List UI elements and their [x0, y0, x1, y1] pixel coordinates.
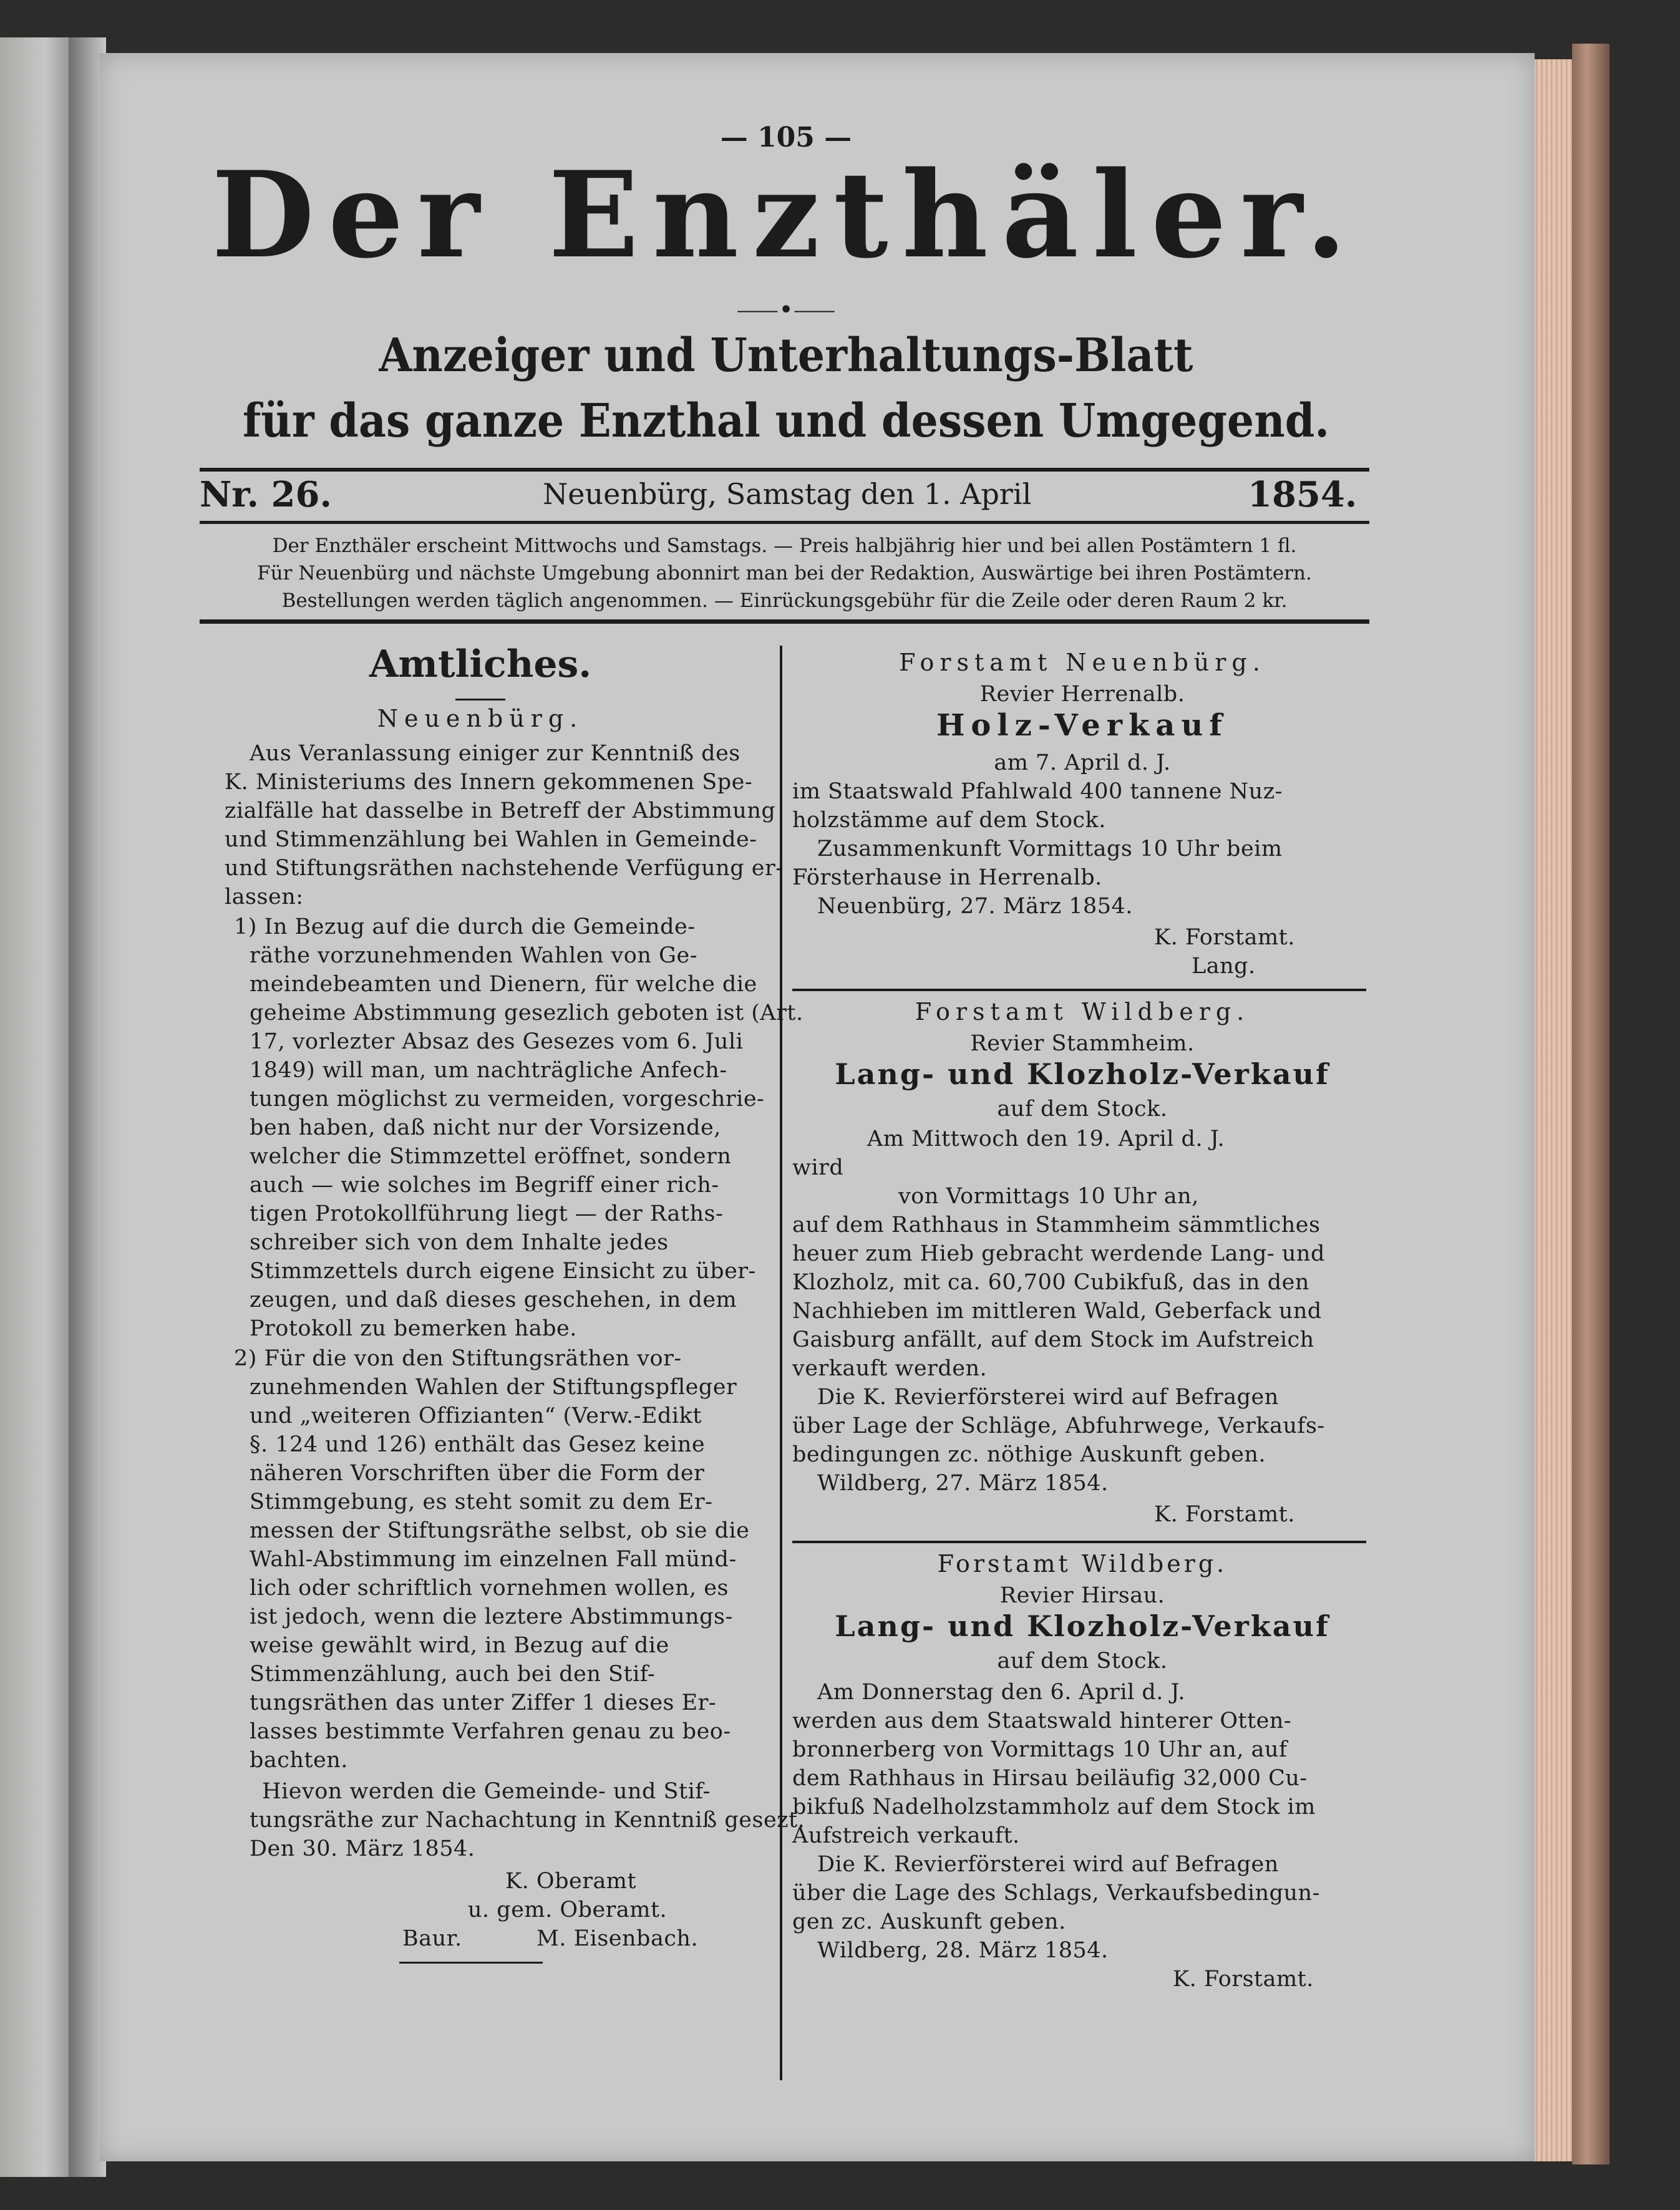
left-text-line: Stimmenzählung, auch bei den Stif- [250, 1662, 656, 1687]
ad3-text-line: Die K. Revierförsterei wird auf Befragen [817, 1852, 1279, 1877]
masthead-subtitle-2: für das ganze Enzthal und dessen Umgegend. [242, 394, 1330, 448]
ad1-text-line: im Staatswald Pfahlwald 400 tannene Nuz- [792, 779, 1283, 804]
ad1-signature: K. Forstamt. [1154, 925, 1295, 950]
subscription-line-3: Bestellungen werden täglich angenommen. — Einrückungsgebühr für die Zeile oder deren Raum 2 kr. [281, 589, 1288, 612]
ad3-district: Revier Hirsau. [999, 1583, 1165, 1608]
ad3-signature: K. Forstamt. [1173, 1967, 1314, 1992]
signature-eisenbach: M. Eisenbach. [537, 1926, 699, 1951]
left-text-line: und „weiteren Offizianten“ (Verw.-Edikt [250, 1403, 702, 1428]
section-heading-amtliches: Amtliches. [369, 642, 592, 686]
ad1-office: Forstamt Neuenbürg. [899, 649, 1266, 676]
issue-rule-bottom [200, 521, 1369, 524]
ad1-text-line: Neuenbürg, 27. März 1854. [817, 894, 1133, 919]
left-text-line: ist jedoch, wenn die leztere Abstimmungs- [250, 1604, 733, 1629]
left-text-line: 1849) will man, um nachträgliche Anfech- [250, 1058, 727, 1083]
ad1-text-line: holzstämme auf dem Stock. [792, 808, 1106, 833]
left-text-line: K. Ministeriums des Innern gekommenen Spe- [225, 770, 753, 795]
ad3-text-line: bikfuß Nadelholzstammholz auf dem Stock im [792, 1795, 1316, 1820]
ad3-text-line: gen zc. Auskunft geben. [792, 1909, 1066, 1934]
signature-oberamt: K. Oberamt [505, 1869, 637, 1894]
left-text-line: zunehmenden Wahlen der Stiftungspfleger [250, 1375, 737, 1400]
signature-gem-oberamt: u. gem. Oberamt. [468, 1897, 668, 1922]
ad3-text-line: bronnerberg von Vormittags 10 Uhr an, auf [792, 1737, 1288, 1762]
ad2-text-line: Gaisburg anfällt, auf dem Stock im Aufstreich [792, 1327, 1314, 1352]
left-text-line: bachten. [250, 1748, 348, 1773]
ad2-sub: auf dem Stock. [997, 1097, 1168, 1122]
issue-year: 1854. [1248, 474, 1357, 515]
ad-separator [792, 1541, 1366, 1543]
left-text-line: räthe vorzunehmenden Wahlen von Ge- [250, 943, 698, 968]
left-text-line: und Stimmenzählung bei Wahlen in Gemeinde- [225, 827, 757, 852]
left-text-line: lich oder schriftlich vornehmen wollen, es [250, 1576, 729, 1601]
left-text-line: zeugen, und daß dieses geschehen, in dem [250, 1287, 737, 1312]
left-text-line: ben haben, daß nicht nur der Vorsizende, [250, 1115, 721, 1140]
ad1-text-line: Zusammenkunft Vormittags 10 Uhr beim [817, 836, 1283, 861]
left-text-line: und Stiftungsräthen nachstehende Verfügung er- [225, 856, 784, 881]
ad3-text-line: Am Donnerstag den 6. April d. J. [817, 1680, 1185, 1705]
issue-rule-top [200, 468, 1369, 472]
ad3-text-line: dem Rathhaus in Hirsau beiläufig 32,000 Cu- [792, 1766, 1308, 1791]
ad3-text-line: Wildberg, 28. März 1854. [817, 1938, 1109, 1963]
masthead-title: Der Enzthäler. [211, 145, 1361, 284]
left-text-line: weise gewählt wird, in Bezug auf die [250, 1633, 669, 1658]
ad2-text-line: Am Mittwoch den 19. April d. J. [867, 1127, 1225, 1151]
facing-page-edge [0, 37, 75, 2177]
left-text-line: tungsräthen das unter Ziffer 1 dieses Er- [250, 1690, 717, 1715]
left-text-line: tungsräthe zur Nachachtung in Kenntniß gesezt. [250, 1808, 805, 1833]
ad2-text-line: auf dem Rathhaus in Stammheim sämmtliches [792, 1213, 1321, 1238]
ad2-text-line: bedingungen zc. nöthige Auskunft geben. [792, 1442, 1266, 1467]
ad1-signature-name: Lang. [1192, 954, 1256, 979]
left-text-line: 1) In Bezug auf die durch die Gemeinde- [234, 914, 696, 939]
left-text-line: 17, vorlezter Absaz des Gesezes vom 6. Juli [250, 1029, 744, 1054]
ad2-text-line: verkauft werden. [792, 1356, 988, 1381]
masthead-ornament: ⸺•⸺ [736, 296, 836, 324]
left-text-line: Stimmzettels durch eigene Einsicht zu über- [250, 1259, 756, 1284]
ad1-date: am 7. April d. J. [994, 750, 1171, 775]
left-text-line: Protokoll zu bemerken habe. [250, 1316, 577, 1341]
left-text-line: Den 30. März 1854. [250, 1836, 475, 1861]
subscription-line-2: Für Neuenbürg und nächste Umgebung abonnirt man bei der Redaktion, Auswärtige bei ihren Postämtern. [257, 562, 1312, 584]
left-text-line: näheren Vorschriften über die Form der [250, 1461, 705, 1486]
left-text-line: zialfälle hat dasselbe in Betreff der Abstimmung [225, 798, 776, 823]
left-text-line: schreiber sich von dem Inhalte jedes [250, 1230, 669, 1255]
left-text-line: lassen: [225, 884, 304, 909]
left-text-line: messen der Stiftungsräthe selbst, ob sie die [250, 1518, 750, 1543]
ad2-text-line: von Vormittags 10 Uhr an, [898, 1184, 1199, 1209]
ad2-text-line: Nachhieben im mittleren Wald, Geberfack und [792, 1299, 1322, 1324]
left-text-line: auch — wie solches im Begriff einer rich- [250, 1173, 719, 1198]
ad1-district: Revier Herrenalb. [979, 682, 1185, 707]
left-text-line: welcher die Stimmzettel eröffnet, sondern [250, 1144, 732, 1169]
dateline-neuenbuerg: Neuenbürg. [377, 705, 584, 732]
left-text-line: §. 124 und 126) enthält das Gesez keine [250, 1432, 706, 1457]
ad1-text-line: Försterhause in Herrenalb. [792, 865, 1102, 890]
ad2-text-line: Die K. Revierförsterei wird auf Befragen [817, 1385, 1279, 1410]
ad1-title: Holz-Verkauf [936, 708, 1228, 743]
book-cover-edge [1572, 44, 1610, 2164]
signature-baur: Baur. [402, 1926, 462, 1951]
left-text-line: meindebeamten und Dienern, für welche die [250, 972, 757, 997]
left-text-line: Hievon werden die Gemeinde- und Stif- [262, 1779, 711, 1804]
ad2-signature: K. Forstamt. [1154, 1502, 1295, 1527]
issue-place-date: Neuenbürg, Samstag den 1. April [543, 477, 1032, 511]
end-rule [399, 1962, 543, 1964]
ad3-text-line: werden aus dem Staatswald hinterer Otten- [792, 1708, 1292, 1733]
left-text-line: 2) Für die von den Stiftungsräthen vor- [234, 1346, 682, 1371]
ad3-title: Lang- und Klozholz-Verkauf [835, 1609, 1330, 1643]
newspaper-page [100, 53, 1535, 2161]
ad2-text-line: Wildberg, 27. März 1854. [817, 1471, 1109, 1496]
ad3-sub: auf dem Stock. [997, 1649, 1168, 1674]
ad2-text-line: heuer zum Hieb gebracht werdende Lang- und [792, 1241, 1325, 1266]
ad2-district: Revier Stammheim. [970, 1031, 1195, 1056]
subscription-line-1: Der Enzthäler erscheint Mittwochs und Samstags. — Preis halbjährig hier und bei allen Postämtern 1 fl. [272, 535, 1297, 557]
ad2-text-line: wird [792, 1155, 844, 1180]
ad2-title: Lang- und Klozholz-Verkauf [835, 1057, 1330, 1091]
ad2-text-line: Klozholz, mit ca. 60,700 Cubikfuß, das in den [792, 1270, 1309, 1295]
ad3-office: Forstamt Wildberg. [937, 1550, 1228, 1578]
ad2-office: Forstamt Wildberg. [915, 998, 1250, 1025]
issue-number: Nr. 26. [200, 474, 332, 515]
left-text-line: tungen möglichst zu vermeiden, vorgeschrie- [250, 1087, 765, 1112]
notice-rule [200, 619, 1369, 624]
left-text-line: Aus Veranlassung einiger zur Kenntniß des [250, 741, 740, 766]
ad2-text-line: über Lage der Schläge, Abfuhrwege, Verkaufs- [792, 1413, 1325, 1438]
left-text-line: tigen Protokollführung liegt — der Raths- [250, 1201, 724, 1226]
ad3-text-line: Aufstreich verkauft. [792, 1823, 1020, 1848]
heading-short-rule [455, 699, 505, 700]
left-text-line: geheime Abstimmung gesezlich geboten ist (Art. [250, 1001, 804, 1025]
left-text-line: Wahl-Abstimmung im einzelnen Fall münd- [250, 1547, 737, 1572]
ad-separator [792, 989, 1366, 991]
left-text-line: lasses bestimmte Verfahren genau zu beo- [250, 1719, 731, 1744]
masthead-subtitle-1: Anzeiger und Unterhaltungs-Blatt [379, 329, 1193, 382]
left-text-line: Stimmgebung, es steht somit zu dem Er- [250, 1490, 713, 1515]
ad3-text-line: über die Lage des Schlags, Verkaufsbedingun- [792, 1881, 1320, 1906]
page-number: — 105 — [720, 122, 852, 153]
